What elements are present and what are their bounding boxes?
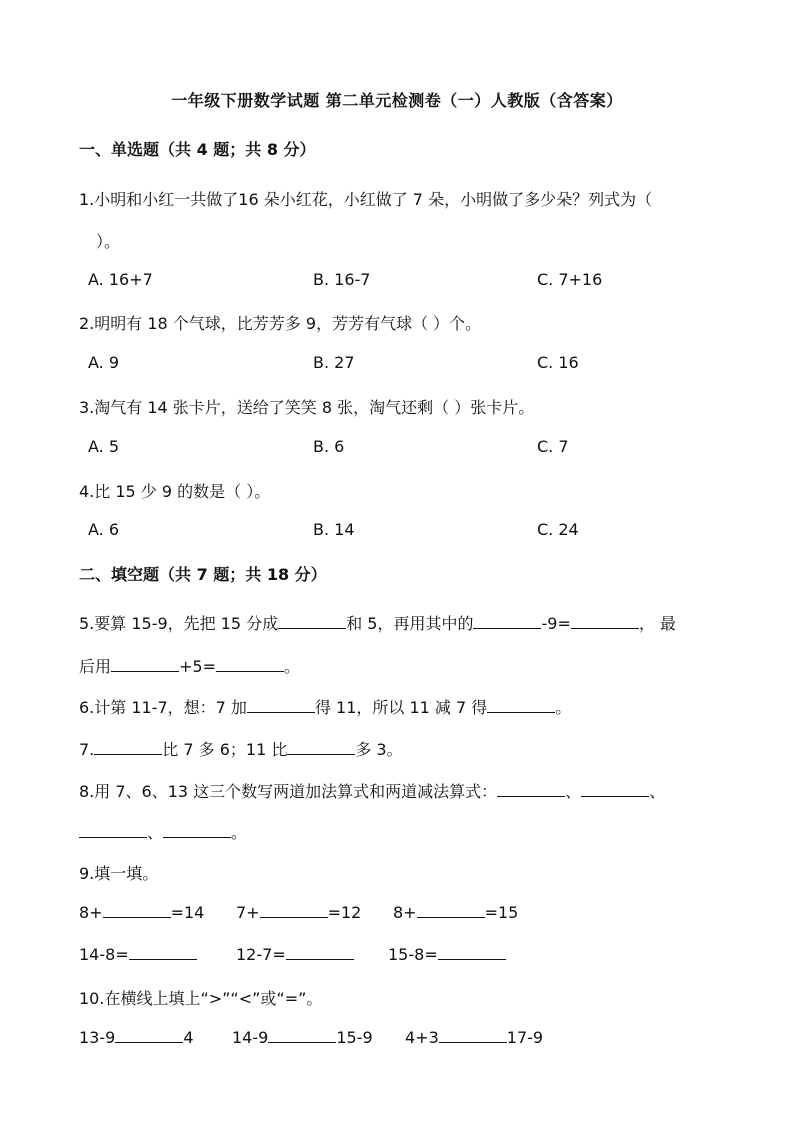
text-segment: =14: [170, 903, 205, 922]
question-2-option-c: C. 16: [537, 353, 579, 372]
question-2-text: 2.明明有 18 个气球，比芳芳多 9，芳芳有气球（ ）个。: [79, 314, 482, 333]
question-5-text-cont: [79, 654, 300, 677]
answer-blank[interactable]: [571, 614, 639, 629]
answer-blank[interactable]: [260, 903, 328, 918]
text-segment: 比 7 多 6；11 比: [162, 740, 288, 759]
answer-blank[interactable]: [287, 740, 355, 755]
text-segment: 。: [555, 698, 572, 717]
text-segment: 15-9: [336, 1028, 373, 1047]
text-segment: =12: [327, 903, 362, 922]
text-segment: -9=: [541, 614, 571, 633]
answer-blank[interactable]: [438, 945, 506, 960]
text-segment: 7+: [236, 903, 260, 922]
answer-blank[interactable]: [247, 698, 315, 713]
answer-blank[interactable]: [216, 657, 284, 672]
page-title: 一年级下册数学试题 第二单元检测卷（一）人教版（含答案）: [171, 91, 623, 110]
question-10-item-2: [232, 1028, 373, 1047]
text-segment: 。: [284, 657, 301, 676]
text-segment: 14-9: [232, 1028, 269, 1047]
question-1-option-a: A. 16+7: [88, 270, 153, 289]
question-3-text: 3.淘气有 14 张卡片，送给了笑笑 8 张，淘气还剩（ ）张卡片。: [79, 398, 535, 417]
answer-blank[interactable]: [111, 657, 179, 672]
text-segment: =15: [484, 903, 519, 922]
answer-blank[interactable]: [473, 614, 541, 629]
answer-blank[interactable]: [129, 945, 197, 960]
text-segment: 后用: [79, 657, 112, 676]
answer-blank[interactable]: [278, 614, 346, 629]
answer-blank[interactable]: [286, 945, 354, 960]
answer-blank[interactable]: [115, 1028, 183, 1043]
question-9-row-1-item-2: [236, 903, 361, 922]
question-2-option-b: B. 27: [313, 353, 355, 372]
question-5-text: [79, 611, 676, 634]
question-4-option-c: C. 24: [537, 520, 579, 539]
question-1-option-b: B. 16-7: [313, 270, 371, 289]
text-segment: 8+: [393, 903, 417, 922]
text-segment: 多 3。: [355, 740, 403, 759]
question-8-text: [79, 779, 665, 802]
question-9-row-2-item-2: [236, 945, 354, 964]
text-segment: +5=: [179, 657, 217, 676]
question-9-row-1-item-3: [393, 903, 518, 922]
text-segment: 6.计第 11-7，想：7 加: [79, 698, 247, 717]
question-7-text: [79, 737, 403, 760]
text-segment: 14-8=: [79, 945, 129, 964]
question-8-text-cont: [79, 820, 247, 843]
answer-blank[interactable]: [79, 823, 147, 838]
text-segment: 17-9: [506, 1028, 544, 1047]
answer-blank[interactable]: [163, 823, 231, 838]
question-9-row-1: [79, 903, 204, 922]
answer-blank[interactable]: [439, 1028, 507, 1043]
question-10-text: 10.在横线上填上“>”“<”或“=”。: [79, 989, 323, 1008]
question-10-item-3: [405, 1028, 543, 1047]
text-segment: 4+3: [405, 1028, 439, 1047]
question-2-option-a: A. 9: [88, 353, 120, 372]
question-3-option-a: A. 5: [88, 437, 120, 456]
question-4-option-a: A. 6: [88, 520, 120, 539]
answer-blank[interactable]: [497, 782, 565, 797]
text-segment: 13-9: [79, 1028, 116, 1047]
text-segment: 7.: [79, 740, 95, 759]
text-segment: ， 最: [638, 614, 676, 633]
question-4-text: 4.比 15 少 9 的数是（ ）。: [79, 482, 271, 501]
question-4-option-b: B. 14: [313, 520, 355, 539]
section-heading-single-choice: 一、单选题（共 4 题；共 8 分）: [79, 140, 316, 159]
question-9-row-2: [79, 945, 197, 964]
question-3-option-b: B. 6: [313, 437, 345, 456]
text-segment: 8+: [79, 903, 103, 922]
separator: 、: [565, 782, 582, 801]
separator: 、: [649, 782, 666, 801]
separator: 、: [147, 823, 164, 842]
question-3-option-c: C. 7: [537, 437, 569, 456]
text-segment: 和 5，再用其中的: [346, 614, 474, 633]
text-segment: 4: [183, 1028, 194, 1047]
question-1-text-cont: ）。: [96, 232, 121, 251]
answer-blank[interactable]: [581, 782, 649, 797]
text-segment: 。: [231, 823, 248, 842]
question-1-text: 1.小明和小红一共做了16 朵小红花，小红做了 7 朵，小明做了多少朵？列式为（: [79, 190, 653, 209]
answer-blank[interactable]: [103, 903, 171, 918]
text-segment: 得 11，所以 11 减 7 得: [314, 698, 488, 717]
question-9-row-2-item-3: [388, 945, 506, 964]
section-heading-fill-blank: 二、填空题（共 7 题；共 18 分）: [79, 565, 327, 584]
answer-blank[interactable]: [94, 740, 162, 755]
question-6-text: [79, 695, 571, 718]
question-1-option-c: C. 7+16: [537, 270, 603, 289]
question-10-item-1: [79, 1028, 194, 1047]
text-segment: 5.要算 15-9，先把 15 分成: [79, 614, 279, 633]
answer-blank[interactable]: [268, 1028, 336, 1043]
text-segment: 15-8=: [388, 945, 438, 964]
question-9-text: 9.填一填。: [79, 864, 159, 883]
answer-blank[interactable]: [417, 903, 485, 918]
text-segment: 8.用 7、6、13 这三个数写两道加法算式和两道减法算式：: [79, 782, 498, 801]
answer-blank[interactable]: [487, 698, 555, 713]
text-segment: 12-7=: [236, 945, 286, 964]
